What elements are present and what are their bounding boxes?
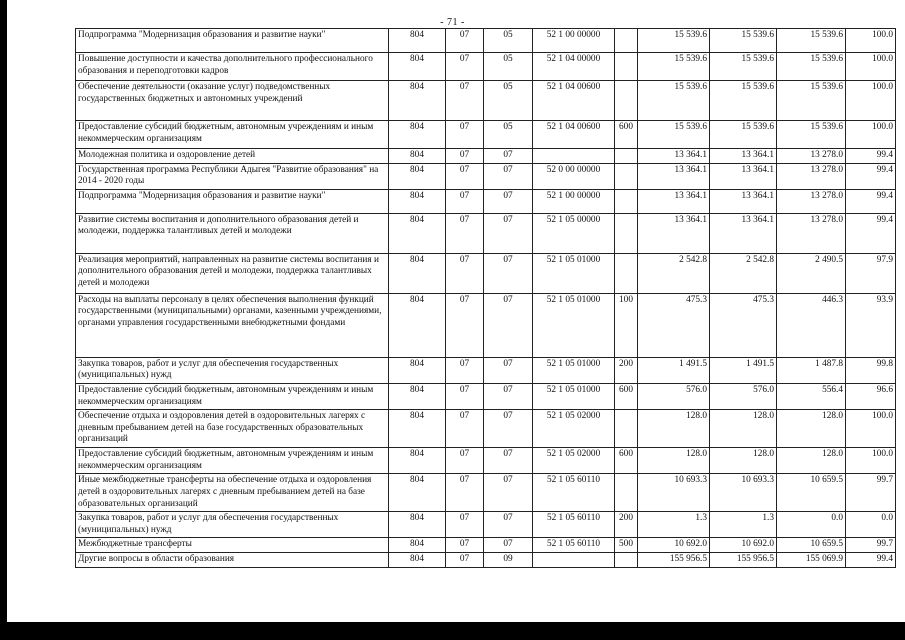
table-row [76, 149, 896, 164]
refined-amount-cell: 128.0 [710, 410, 777, 448]
expense-type-cell: 200 [615, 512, 638, 538]
executed-amount-cell: 15 539.6 [777, 121, 846, 149]
section-code-cell: 07 [446, 213, 484, 253]
execution-percent-cell: 0.0 [846, 512, 896, 538]
execution-percent-cell: 100.0 [846, 410, 896, 448]
execution-percent-cell: 99.4 [846, 163, 896, 189]
target-article-cell: 52 0 00 00000 [533, 163, 615, 189]
subsection-code-cell: 07 [484, 149, 533, 164]
table-row [76, 410, 896, 448]
execution-percent-cell: 99.8 [846, 357, 896, 383]
executed-amount-cell: 2 490.5 [777, 253, 846, 293]
target-article-cell: 52 1 05 60110 [533, 538, 615, 553]
planned-amount-cell: 1 491.5 [638, 357, 710, 383]
target-article-cell: 52 1 04 00000 [533, 53, 615, 81]
section-code-cell: 07 [446, 163, 484, 189]
table-row [76, 474, 896, 512]
execution-percent-cell: 96.6 [846, 384, 896, 410]
section-code-cell: 07 [446, 474, 484, 512]
section-code-cell: 07 [446, 357, 484, 383]
name-cell: Предоставление субсидий бюджетным, автономным учреждениям и иным некоммерческим организациям [76, 121, 389, 149]
subsection-code-cell: 07 [484, 474, 533, 512]
execution-percent-cell: 100.0 [846, 121, 896, 149]
section-code-cell: 07 [446, 29, 484, 53]
expense-type-cell: 100 [615, 293, 638, 357]
executed-amount-cell: 0.0 [777, 512, 846, 538]
refined-amount-cell: 13 364.1 [710, 213, 777, 253]
table-row [76, 189, 896, 213]
section-code-cell: 07 [446, 53, 484, 81]
section-code-cell: 07 [446, 189, 484, 213]
ministry-code-cell: 804 [389, 538, 446, 553]
refined-amount-cell: 1 491.5 [710, 357, 777, 383]
planned-amount-cell: 15 539.6 [638, 53, 710, 81]
section-code-cell: 07 [446, 253, 484, 293]
execution-percent-cell: 100.0 [846, 53, 896, 81]
execution-percent-cell: 93.9 [846, 293, 896, 357]
target-article-cell: 52 1 00 00000 [533, 189, 615, 213]
expense-type-cell [615, 29, 638, 53]
expense-type-cell: 600 [615, 384, 638, 410]
executed-amount-cell: 13 278.0 [777, 149, 846, 164]
name-cell: Иные межбюджетные трансферты на обеспечение отдыха и оздоровления детей в оздоровительных лагерях с дневным пребыванием детей на базе образовательных организаций [76, 474, 389, 512]
name-cell: Предоставление субсидий бюджетным, автономным учреждениям и иным некоммерческим организациям [76, 384, 389, 410]
subsection-code-cell: 07 [484, 448, 533, 474]
budget-table [75, 28, 896, 568]
subsection-code-cell: 05 [484, 121, 533, 149]
ministry-code-cell: 804 [389, 149, 446, 164]
planned-amount-cell: 576.0 [638, 384, 710, 410]
executed-amount-cell: 13 278.0 [777, 163, 846, 189]
planned-amount-cell: 1.3 [638, 512, 710, 538]
execution-percent-cell: 99.7 [846, 538, 896, 553]
subsection-code-cell: 07 [484, 189, 533, 213]
expense-type-cell [615, 213, 638, 253]
execution-percent-cell: 99.4 [846, 213, 896, 253]
table-row [76, 121, 896, 149]
section-code-cell: 07 [446, 293, 484, 357]
planned-amount-cell: 15 539.6 [638, 81, 710, 121]
planned-amount-cell: 155 956.5 [638, 552, 710, 567]
expense-type-cell [615, 189, 638, 213]
execution-percent-cell: 99.4 [846, 189, 896, 213]
name-cell: Закупка товаров, работ и услуг для обеспечения государственных (муниципальных) нужд [76, 357, 389, 383]
name-cell: Обеспечение отдыха и оздоровления детей в оздоровительных лагерях с дневным пребыванием детей на базе государственных образовательных организаций [76, 410, 389, 448]
expense-type-cell [615, 253, 638, 293]
subsection-code-cell: 05 [484, 29, 533, 53]
ministry-code-cell: 804 [389, 29, 446, 53]
name-cell: Подпрограмма "Модернизация образования и развитие науки" [76, 189, 389, 213]
planned-amount-cell: 13 364.1 [638, 149, 710, 164]
table-row [76, 552, 896, 567]
target-article-cell: 52 1 05 60110 [533, 512, 615, 538]
executed-amount-cell: 128.0 [777, 410, 846, 448]
planned-amount-cell: 13 364.1 [638, 213, 710, 253]
section-code-cell: 07 [446, 410, 484, 448]
refined-amount-cell: 13 364.1 [710, 149, 777, 164]
execution-percent-cell: 99.4 [846, 552, 896, 567]
table-row [76, 253, 896, 293]
execution-percent-cell: 100.0 [846, 448, 896, 474]
section-code-cell: 07 [446, 512, 484, 538]
name-cell: Обеспечение деятельности (оказание услуг) подведомственных государственных бюджетных и автономных учреждений [76, 81, 389, 121]
target-article-cell: 52 1 05 60110 [533, 474, 615, 512]
table-row [76, 29, 896, 53]
name-cell: Межбюджетные трансферты [76, 538, 389, 553]
ministry-code-cell: 804 [389, 163, 446, 189]
ministry-code-cell: 804 [389, 448, 446, 474]
executed-amount-cell: 128.0 [777, 448, 846, 474]
refined-amount-cell: 128.0 [710, 448, 777, 474]
ministry-code-cell: 804 [389, 189, 446, 213]
name-cell: Реализация мероприятий, направленных на развитие системы воспитания и дополнительного образования детей и молодежи, поддержка талантливых детей и молодежи [76, 253, 389, 293]
table-row [76, 448, 896, 474]
planned-amount-cell: 475.3 [638, 293, 710, 357]
refined-amount-cell: 576.0 [710, 384, 777, 410]
section-code-cell: 07 [446, 149, 484, 164]
ministry-code-cell: 804 [389, 410, 446, 448]
ministry-code-cell: 804 [389, 253, 446, 293]
name-cell: Предоставление субсидий бюджетным, автономным учреждениям и иным некоммерческим организациям [76, 448, 389, 474]
section-code-cell: 07 [446, 81, 484, 121]
table-row [76, 163, 896, 189]
executed-amount-cell: 13 278.0 [777, 213, 846, 253]
refined-amount-cell: 2 542.8 [710, 253, 777, 293]
target-article-cell [533, 552, 615, 567]
target-article-cell: 52 1 05 01000 [533, 293, 615, 357]
ministry-code-cell: 804 [389, 81, 446, 121]
subsection-code-cell: 09 [484, 552, 533, 567]
refined-amount-cell: 15 539.6 [710, 53, 777, 81]
expense-type-cell [615, 163, 638, 189]
execution-percent-cell: 99.4 [846, 149, 896, 164]
ministry-code-cell: 804 [389, 213, 446, 253]
target-article-cell: 52 1 04 00600 [533, 81, 615, 121]
planned-amount-cell: 128.0 [638, 410, 710, 448]
ministry-code-cell: 804 [389, 474, 446, 512]
refined-amount-cell: 10 693.3 [710, 474, 777, 512]
name-cell: Закупка товаров, работ и услуг для обеспечения государственных (муниципальных) нужд [76, 512, 389, 538]
table-row [76, 81, 896, 121]
execution-percent-cell: 100.0 [846, 29, 896, 53]
execution-percent-cell: 99.7 [846, 474, 896, 512]
section-code-cell: 07 [446, 552, 484, 567]
name-cell: Подпрограмма "Модернизация образования и развитие науки" [76, 29, 389, 53]
expense-type-cell [615, 53, 638, 81]
target-article-cell: 52 1 05 01000 [533, 253, 615, 293]
name-cell: Другие вопросы в области образования [76, 552, 389, 567]
ministry-code-cell: 804 [389, 357, 446, 383]
subsection-code-cell: 07 [484, 253, 533, 293]
target-article-cell: 52 1 05 02000 [533, 410, 615, 448]
executed-amount-cell: 15 539.6 [777, 81, 846, 121]
name-cell: Развитие системы воспитания и дополнительного образования детей и молодежи, поддержка талантливых детей и молодежи [76, 213, 389, 253]
ministry-code-cell: 804 [389, 53, 446, 81]
refined-amount-cell: 15 539.6 [710, 81, 777, 121]
target-article-cell: 52 1 00 00000 [533, 29, 615, 53]
left-scan-border [0, 0, 7, 622]
page-number: - 71 - [440, 17, 465, 28]
table-row [76, 213, 896, 253]
refined-amount-cell: 15 539.6 [710, 29, 777, 53]
name-cell: Повышение доступности и качества дополнительного профессионального образования и переподготовки кадров [76, 53, 389, 81]
table-row [76, 357, 896, 383]
refined-amount-cell: 475.3 [710, 293, 777, 357]
subsection-code-cell: 07 [484, 384, 533, 410]
table-row [76, 293, 896, 357]
executed-amount-cell: 155 069.9 [777, 552, 846, 567]
planned-amount-cell: 10 692.0 [638, 538, 710, 553]
subsection-code-cell: 05 [484, 53, 533, 81]
section-code-cell: 07 [446, 538, 484, 553]
target-article-cell: 52 1 05 01000 [533, 384, 615, 410]
refined-amount-cell: 10 692.0 [710, 538, 777, 553]
target-article-cell: 52 1 05 00000 [533, 213, 615, 253]
ministry-code-cell: 804 [389, 293, 446, 357]
subsection-code-cell: 07 [484, 512, 533, 538]
executed-amount-cell: 10 659.5 [777, 538, 846, 553]
executed-amount-cell: 15 539.6 [777, 29, 846, 53]
subsection-code-cell: 07 [484, 410, 533, 448]
ministry-code-cell: 804 [389, 552, 446, 567]
target-article-cell: 52 1 04 00600 [533, 121, 615, 149]
planned-amount-cell: 10 693.3 [638, 474, 710, 512]
subsection-code-cell: 07 [484, 357, 533, 383]
executed-amount-cell: 556.4 [777, 384, 846, 410]
refined-amount-cell: 13 364.1 [710, 163, 777, 189]
planned-amount-cell: 15 539.6 [638, 29, 710, 53]
bottom-scan-border [0, 622, 905, 640]
expense-type-cell [615, 410, 638, 448]
subsection-code-cell: 07 [484, 163, 533, 189]
section-code-cell: 07 [446, 384, 484, 410]
expense-type-cell [615, 552, 638, 567]
subsection-code-cell: 07 [484, 538, 533, 553]
table-row [76, 53, 896, 81]
execution-percent-cell: 97.9 [846, 253, 896, 293]
planned-amount-cell: 13 364.1 [638, 163, 710, 189]
table-row [76, 384, 896, 410]
ministry-code-cell: 804 [389, 384, 446, 410]
section-code-cell: 07 [446, 121, 484, 149]
refined-amount-cell: 155 956.5 [710, 552, 777, 567]
planned-amount-cell: 15 539.6 [638, 121, 710, 149]
expense-type-cell: 600 [615, 121, 638, 149]
executed-amount-cell: 10 659.5 [777, 474, 846, 512]
expense-type-cell [615, 474, 638, 512]
refined-amount-cell: 1.3 [710, 512, 777, 538]
executed-amount-cell: 15 539.6 [777, 53, 846, 81]
ministry-code-cell: 804 [389, 121, 446, 149]
planned-amount-cell: 13 364.1 [638, 189, 710, 213]
expense-type-cell: 500 [615, 538, 638, 553]
expense-type-cell [615, 149, 638, 164]
expense-type-cell: 600 [615, 448, 638, 474]
ministry-code-cell: 804 [389, 512, 446, 538]
table-row [76, 538, 896, 553]
target-article-cell [533, 149, 615, 164]
subsection-code-cell: 07 [484, 293, 533, 357]
refined-amount-cell: 15 539.6 [710, 121, 777, 149]
executed-amount-cell: 446.3 [777, 293, 846, 357]
target-article-cell: 52 1 05 01000 [533, 357, 615, 383]
expense-type-cell [615, 81, 638, 121]
section-code-cell: 07 [446, 448, 484, 474]
refined-amount-cell: 13 364.1 [710, 189, 777, 213]
planned-amount-cell: 2 542.8 [638, 253, 710, 293]
executed-amount-cell: 13 278.0 [777, 189, 846, 213]
executed-amount-cell: 1 487.8 [777, 357, 846, 383]
execution-percent-cell: 100.0 [846, 81, 896, 121]
subsection-code-cell: 07 [484, 213, 533, 253]
planned-amount-cell: 128.0 [638, 448, 710, 474]
subsection-code-cell: 05 [484, 81, 533, 121]
expense-type-cell: 200 [615, 357, 638, 383]
name-cell: Молодежная политика и оздоровление детей [76, 149, 389, 164]
name-cell: Расходы на выплаты персоналу в целях обеспечения выполнения функций государственными (муниципальными) органами, казенными учреждениями, органами управления государственными внебюджетными фондами [76, 293, 389, 357]
table-row [76, 512, 896, 538]
target-article-cell: 52 1 05 02000 [533, 448, 615, 474]
name-cell: Государственная программа Республики Адыгея "Развитие образования" на 2014 - 2020 годы [76, 163, 389, 189]
